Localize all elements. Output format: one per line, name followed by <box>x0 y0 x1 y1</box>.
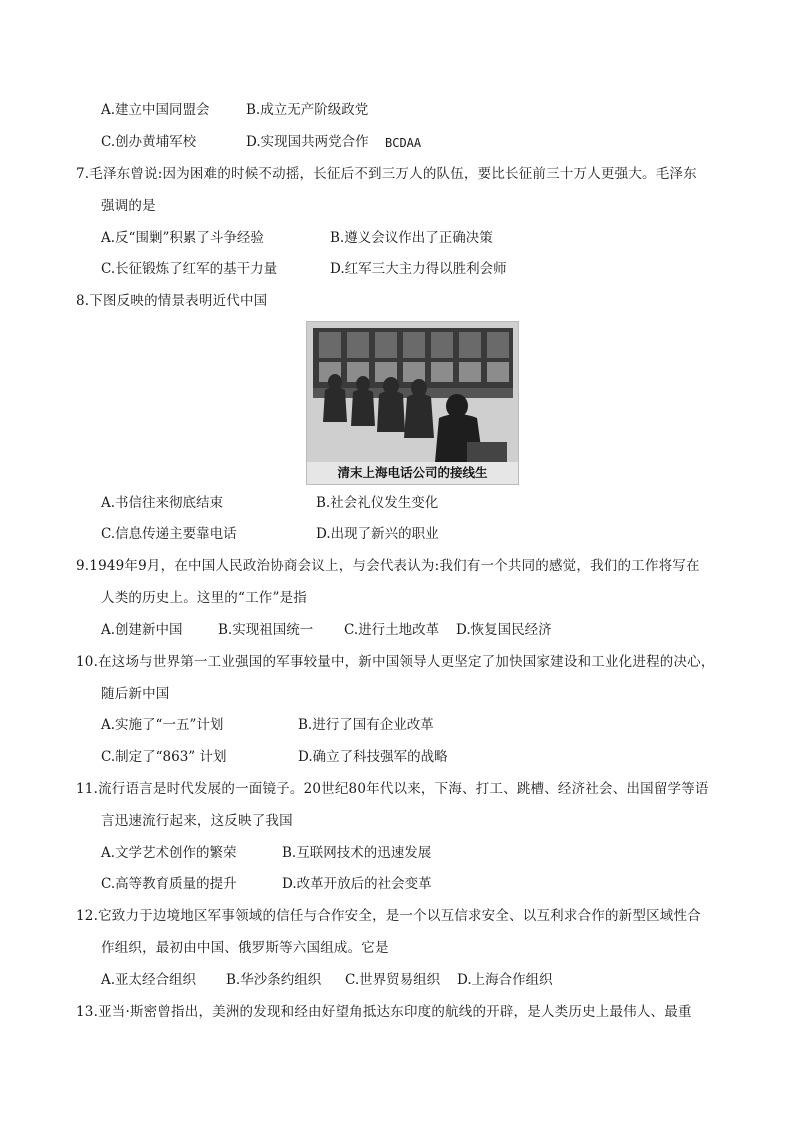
q11-stem-line1: 11.流行语言是时代发展的一面镜子。20世纪80年代以来，下海、打工、跳槽、经济社会、出国留学等语 <box>76 781 709 797</box>
q10-option-c: C.制定了“863” 计划 <box>101 749 227 765</box>
q6-option-a: A.建立中国同盟会 <box>101 102 210 118</box>
q6-option-b: B.成立无产阶级政党 <box>246 102 369 118</box>
q10-option-b: B.进行了国有企业改革 <box>298 717 434 733</box>
q7-stem-line1: 7.毛泽东曾说:因为困难的时候不动摇，长征后不到三万人的队伍，要比长征前三十万人更强大。毛泽东 <box>76 166 697 182</box>
q6-option-c: C.创办黄埔军校 <box>101 134 197 150</box>
q9-option-a: A.创建新中国 <box>101 622 183 638</box>
q12-stem-line1: 12.它致力于边境地区军事领域的信任与合作安全，是一个以互信求安全、以互利求合作的新型区域性合 <box>76 908 701 924</box>
q10-stem-line2: 随后新中国 <box>101 686 170 702</box>
q11-stem-line2: 言迅速流行起来，这反映了我国 <box>101 813 293 829</box>
q9-option-b: B.实现祖国统一 <box>218 622 314 638</box>
q7-option-c: C.长征锻炼了红军的基干力量 <box>101 261 278 277</box>
q10-stem-line1: 10.在这场与世界第一工业强国的军事较量中，新中国领导人更坚定了加快国家建设和工业化进程的决心， <box>76 654 715 670</box>
q7-option-b: B.遵义会议作出了正确决策 <box>330 230 493 246</box>
switchboard-operators-photo <box>306 321 519 485</box>
q11-option-b: B.互联网技术的迅速发展 <box>282 845 432 861</box>
answer-note: BCDAA <box>385 136 422 150</box>
q10-option-a: A.实施了“一五”计划 <box>101 717 224 733</box>
photo-caption: 清末上海电话公司的接线生 <box>337 465 488 480</box>
q8-option-d: D.出现了新兴的职业 <box>316 526 439 542</box>
q8-option-a: A.书信往来彻底结束 <box>101 495 224 511</box>
q7-stem-line2: 强调的是 <box>101 198 156 214</box>
q11-option-a: A.文学艺术创作的繁荣 <box>101 845 237 861</box>
q12-option-b: B.华沙条约组织 <box>226 972 322 988</box>
q13-stem-line1: 13.亚当·斯密曾指出，美洲的发现和经由好望角抵达东印度的航线的开辟，是人类历史上最伟人、最重 <box>76 1004 692 1020</box>
q10-option-d: D.确立了科技强军的战略 <box>298 749 448 765</box>
q7-option-d: D.红军三大主力得以胜利会师 <box>330 261 507 277</box>
q9-option-c: C.进行土地改革 <box>344 622 440 638</box>
q6-option-d: D.实现国共两党合作 <box>246 134 369 150</box>
q8-stem: 8.下图反映的情景表明近代中国 <box>76 293 268 309</box>
q9-option-d: D.恢复国民经济 <box>456 622 552 638</box>
q8-option-b: B.社会礼仪发生变化 <box>316 495 439 511</box>
q12-stem-line2: 作组织，最初由中国、俄罗斯等六国组成。它是 <box>101 940 389 956</box>
q9-stem-line1: 9.1949年9月，在中国人民政治协商会议上，与会代表认为:我们有一个共同的感觉，我们的工作将写在 <box>76 558 700 574</box>
q9-stem-line2: 人类的历史上。这里的“工作”是指 <box>101 590 308 606</box>
q11-option-d: D.改革开放后的社会变革 <box>282 876 432 892</box>
q8-option-c: C.信息传递主要靠电话 <box>101 526 237 542</box>
q11-option-c: C.高等教育质量的提升 <box>101 876 237 892</box>
q12-option-d: D.上海合作组织 <box>457 972 553 988</box>
q12-option-c: C.世界贸易组织 <box>345 972 441 988</box>
q12-option-a: A.亚太经合组织 <box>101 972 197 988</box>
q7-option-a: A.反“围剿”积累了斗争经验 <box>101 230 264 246</box>
photo-illustration <box>307 322 518 484</box>
